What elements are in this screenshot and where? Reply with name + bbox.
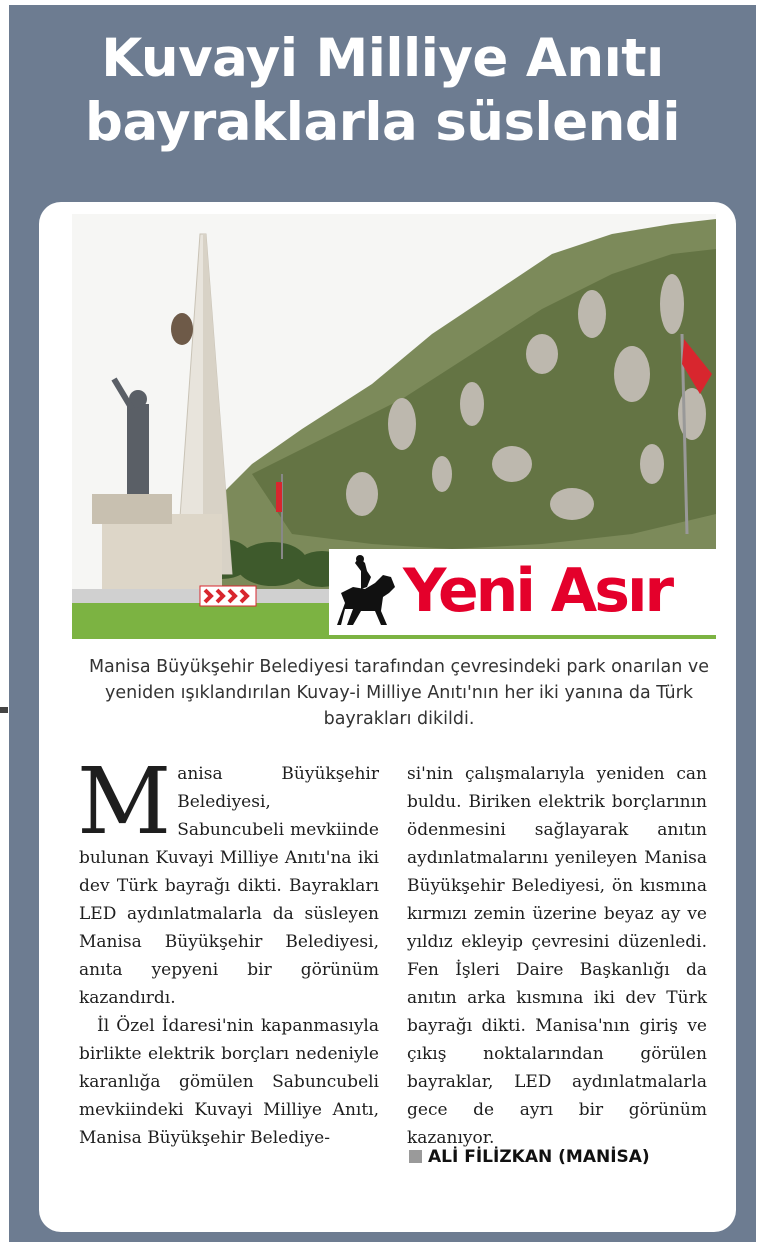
- article-card: [39, 202, 736, 1232]
- paragraph-2: İl Özel İdaresi'nin kapanmasıyla birlikte elektrik borçları nedeniyle karanlığa gömülen Sabuncubeli mevkiindeki Kuvayi Milliye Anıtı, Manisa Büyükşehir Belediye-: [79, 1016, 379, 1148]
- logo-text: Yeni Asır: [403, 556, 672, 626]
- page-edge-mark: [0, 707, 8, 713]
- headline-line-2: bayraklarla süslendi: [85, 92, 680, 153]
- paragraph-3: si'nin çalışmalarıyla yeniden can buldu. Biriken elektrik borçlarının ödenmesini sağlayarak anıtın aydınlatmalarını yenileyen Manisa Büyükşehir Belediyesi, ön kısmına kırmızı zemin üzerine beyaz ay ve yıldız ekleyip çevresini düzenledi. Fen İşleri Daire Başkanlığı da anıtın arka kısmına iki dev Türk bayrağı dikti. Manisa'nın giriş ve çıkış noktalarından görülen bayraklar, LED aydınlatmalarla gece de ayrı bir görünüm kazanıyor.: [407, 764, 707, 1148]
- headline: [9, 27, 756, 155]
- horse-rider-icon: [331, 553, 403, 633]
- paragraph-1-text: anisa Büyükşehir Belediyesi, Sabuncubeli mevkiinde bulunan Kuvayi Milliye Anıtı'na iki dev Türk bayrağı dikti. Bayrakları LED aydınlatmalarla da süsleyen Manisa Büyükşehir Belediyesi, anıta yepyeni bir görünüm kazandırdı.: [79, 764, 379, 1008]
- paragraph-1: [77, 748, 379, 1012]
- drop-cap: M: [77, 748, 172, 855]
- photo-caption: Manisa Büyükşehir Belediyesi tarafından çevresindeki park onarılan ve yeniden ışıklandırılan Kuvay-i Milliye Anıtı'nın her iki yanına da Türk bayrakları dikildi.: [88, 657, 710, 729]
- byline: [409, 1147, 650, 1167]
- column-2: [407, 760, 707, 1152]
- newspaper-logo: [329, 549, 719, 635]
- column-1: [77, 748, 379, 1152]
- byline-text: ALİ FİLİZKAN (MANİSA): [428, 1147, 650, 1167]
- byline-square-icon: [409, 1150, 422, 1163]
- article-frame: [9, 5, 756, 1242]
- headline-line-1: Kuvayi Milliye Anıtı: [101, 28, 664, 89]
